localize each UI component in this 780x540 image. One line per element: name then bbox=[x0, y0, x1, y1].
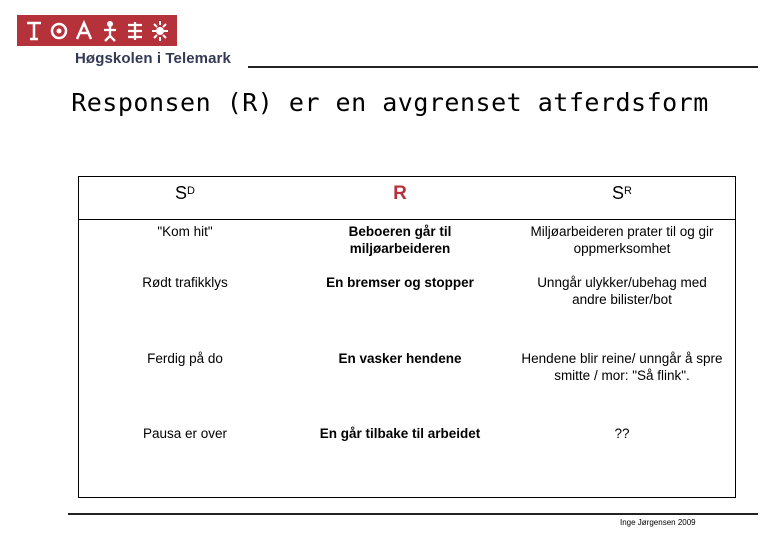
column-header-sr: $S^R$ bbox=[612, 183, 632, 203]
school-name: Høgskolen i Telemark bbox=[75, 50, 231, 67]
column-header-sd: $S^D$ bbox=[175, 183, 195, 203]
rock-carving-figure-6-icon bbox=[150, 19, 170, 43]
college-logo-strip bbox=[17, 15, 177, 46]
table-cell: En går tilbake til arbeidet bbox=[319, 426, 481, 441]
table-cell: En vasker hendene bbox=[338, 351, 462, 366]
table-cell: "Kom hit" bbox=[157, 224, 213, 239]
table-cell: Hendene blir reine/ unngår å spre smitte / mor: "Så flink". bbox=[521, 351, 723, 383]
rock-carving-figure-4-icon bbox=[100, 19, 120, 43]
rock-carving-figure-1-icon bbox=[24, 19, 44, 43]
table-cell: Miljøarbeideren prater til og gir oppmerksomhet bbox=[530, 224, 714, 256]
table-cell: Ferdig på do bbox=[147, 351, 223, 366]
rock-carving-figure-3-icon bbox=[74, 19, 94, 43]
header-divider bbox=[248, 66, 758, 68]
table-header-row bbox=[79, 177, 735, 220]
rock-carving-figure-2-icon bbox=[49, 19, 69, 43]
rock-carving-figure-5-icon bbox=[125, 19, 145, 43]
footer-credit: Inge Jørgensen 2009 bbox=[620, 518, 696, 527]
footer-divider bbox=[68, 513, 758, 515]
table-cell: Beboeren går til miljøarbeideren bbox=[348, 224, 452, 256]
stimulus-response-table bbox=[78, 176, 736, 498]
table-cell: Unngår ulykker/ubehag med andre bilister/bot bbox=[537, 275, 707, 307]
table-cell: En bremser og stopper bbox=[326, 275, 474, 290]
table-cell: Rødt trafikklys bbox=[142, 275, 228, 290]
slide-title: Responsen (R) er en avgrenset atferdsform bbox=[71, 88, 709, 117]
column-header-r: R bbox=[393, 183, 407, 204]
table-cell: ?? bbox=[614, 426, 630, 441]
table-cell: Pausa er over bbox=[142, 426, 228, 441]
